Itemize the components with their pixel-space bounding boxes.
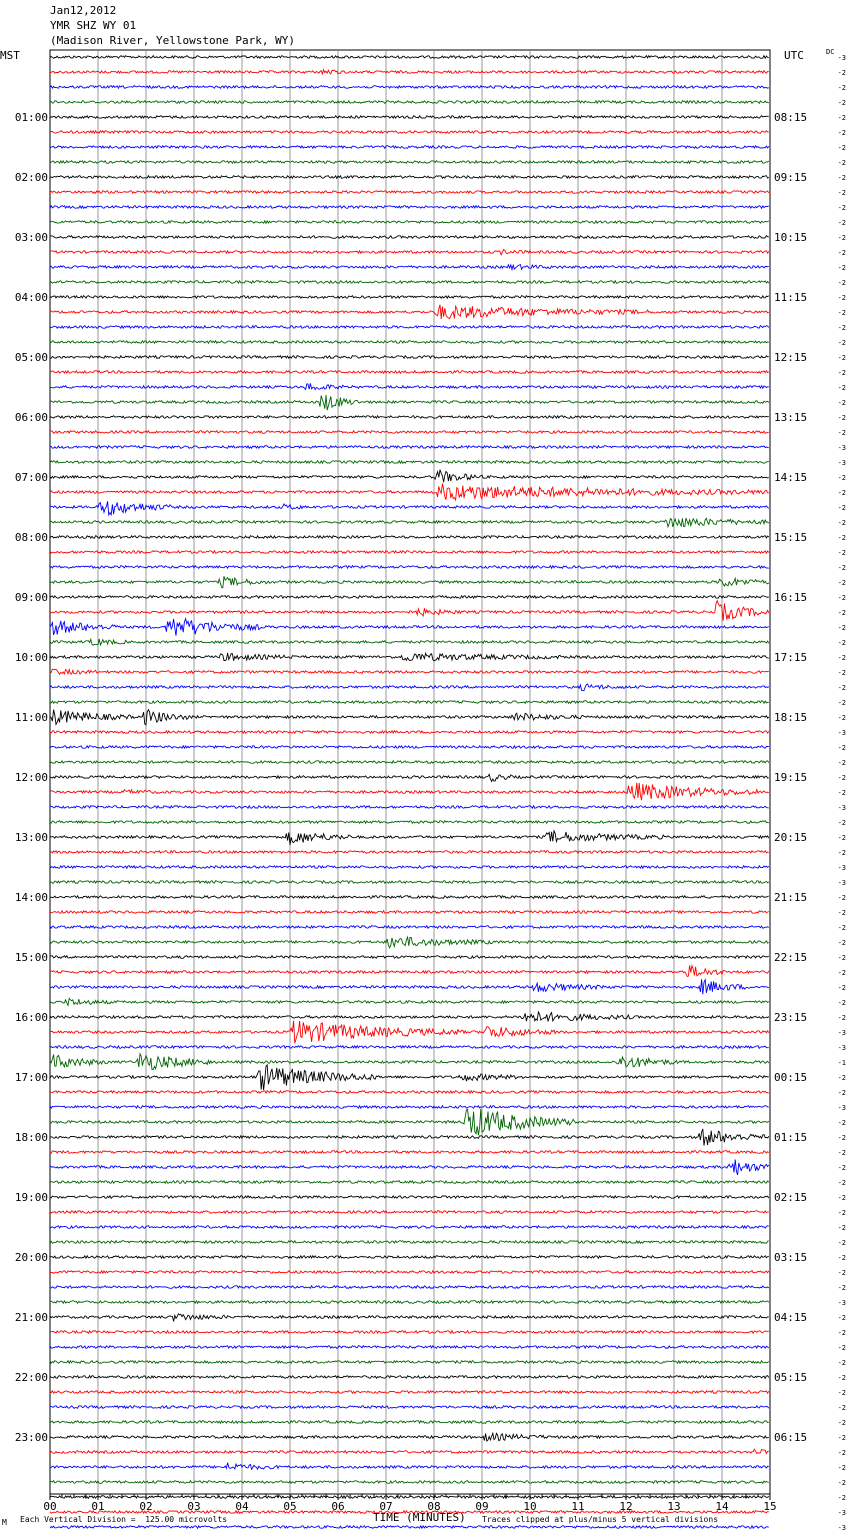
dc-offset-label: -2 [837,1164,846,1172]
trace-row [50,881,769,884]
dc-offset-label: -2 [837,609,846,617]
dc-offset-label: -2 [837,339,846,347]
dc-offset-label: -2 [837,1014,846,1022]
trace-row [50,296,769,299]
dc-offset-label: -2 [837,279,846,287]
dc-offset-label: -2 [837,474,846,482]
trace-row [50,70,769,74]
dc-offset-label: -2 [837,699,846,707]
dc-offset-label: -2 [837,189,846,197]
dc-offset-label: -3 [837,804,846,812]
mst-hour-label: 15:00 [14,951,48,964]
dc-offset-label: -3 [837,54,846,62]
dc-offset-label: -2 [837,549,846,557]
mst-hour-label: 20:00 [14,1251,48,1264]
x-tick-label: 05 [283,1500,297,1513]
trace-row [50,416,769,419]
trace-row [50,1314,769,1322]
dc-offset-label: -2 [837,1479,846,1487]
trace-row [50,116,769,119]
x-axis-title: TIME (MINUTES) [373,1511,466,1524]
dc-offset-label: -2 [837,1494,846,1502]
dc-offset-label: -2 [837,204,846,212]
dc-offset-label: -2 [837,84,846,92]
trace-row [50,783,769,800]
trace-row [50,965,769,976]
trace-row [50,774,769,781]
trace-row [50,731,769,734]
trace-row [50,746,769,749]
trace-row [50,1376,769,1379]
x-tick-label: 09 [475,1500,489,1513]
utc-hour-label: 13:15 [774,411,808,424]
trace-row [50,1226,769,1229]
dc-offset-label: -2 [837,1344,846,1352]
dc-offset-label: -2 [837,774,846,782]
dc-offset-label: -3 [837,444,846,452]
dc-offset-label: -2 [837,654,846,662]
dc-offset-label: -2 [837,354,846,362]
trace-row [50,1481,769,1484]
utc-hour-label: 09:15 [774,171,808,184]
clip-note: Traces clipped at plus/minus 5 vertical divisions [482,1515,719,1524]
trace-row [50,821,769,824]
dc-offset-label: -2 [837,504,846,512]
trace-row [50,619,769,636]
mst-hour-label: 05:00 [14,351,48,364]
trace-row [50,851,769,854]
dc-offset-label: -3 [837,879,846,887]
mst-hour-label: 22:00 [14,1371,48,1384]
mst-hour-label: 10:00 [14,651,48,664]
trace-row [50,236,769,239]
dc-offset-label: -2 [837,399,846,407]
trace-row [50,1406,769,1409]
dc-offset-label: -2 [837,249,846,257]
mst-hour-label: 04:00 [14,291,48,304]
trace-row [50,956,769,959]
dc-offset-label: -2 [837,939,846,947]
dc-offset-label: -2 [837,174,846,182]
mst-hour-label: 23:00 [14,1431,48,1444]
trace-row [50,1012,769,1022]
trace-row [50,446,769,449]
dc-offset-label: -2 [837,1194,846,1202]
trace-row [50,1301,769,1304]
dc-offset-label: -2 [837,294,846,302]
dc-offset-label: -2 [837,1434,846,1442]
dc-offset-label: -2 [837,759,846,767]
x-tick-label: 02 [139,1500,153,1513]
dc-offset-label: -2 [837,819,846,827]
mst-hour-label: 09:00 [14,591,48,604]
utc-hour-label: 11:15 [774,291,808,304]
dc-offset-label: -2 [837,789,846,797]
trace-row [50,371,769,374]
dc-offset-label: -2 [837,1074,846,1082]
dc-offset-label: -2 [837,264,846,272]
trace-row [50,831,769,845]
dc-offset-label: -2 [837,954,846,962]
trace-row [50,896,769,899]
dc-offset-label: -2 [837,429,846,437]
x-tick-label: 11 [571,1500,585,1513]
x-tick-label: 14 [715,1500,729,1513]
utc-hour-label: 16:15 [774,591,808,604]
trace-row [50,1091,769,1094]
mst-hour-label: 08:00 [14,531,48,544]
mst-hour-label: 03:00 [14,231,48,244]
trace-row [50,1046,769,1049]
trace-row [50,341,769,344]
trace-row [50,806,769,809]
dc-offset-label: -2 [837,1314,846,1322]
dc-offset-label: -3 [837,459,846,467]
trace-row [50,639,769,645]
trace-row [50,1463,769,1470]
trace-row [50,265,769,270]
dc-offset-label: -2 [837,1119,846,1127]
trace-row [50,395,769,410]
trace-row [50,1433,769,1441]
trace-row [50,1526,769,1529]
trace-row [50,250,769,255]
dc-offset-label: -2 [837,624,846,632]
dc-offset-label: -2 [837,909,846,917]
trace-row [50,1106,769,1109]
dc-offset-label: -3 [837,1299,846,1307]
utc-hour-label: 05:15 [774,1371,808,1384]
date-label: Jan12,2012 [50,4,117,17]
trace-row [50,326,769,329]
dc-offset-label: -2 [837,219,846,227]
x-tick-label: 07 [379,1500,393,1513]
trace-row [50,86,769,89]
dc-offset-label: -2 [837,414,846,422]
dc-offset-label: -2 [837,519,846,527]
dc-offset-label: -2 [837,1449,846,1457]
trace-row [50,146,769,149]
dc-offset-label: -2 [837,969,846,977]
dc-offset-label: -2 [837,69,846,77]
left-timezone-label: MST [0,49,20,62]
dc-offset-label: -2 [837,669,846,677]
scale-note: Each Vertical Division = 125.00 microvolts [20,1515,228,1524]
trace-row [50,1109,769,1135]
dc-offset-label: -2 [837,564,846,572]
corner-mark: M [2,1518,7,1527]
trace-row [50,1151,769,1154]
trace-row [50,1054,769,1070]
dc-offset-label: -2 [837,534,846,542]
trace-row [50,1271,769,1274]
mst-hour-label: 02:00 [14,171,48,184]
dc-offset-label: -2 [837,1254,846,1262]
dc-offset-label: -2 [837,1374,846,1382]
trace-row [50,101,769,104]
dc-offset-label: -2 [837,1179,846,1187]
mst-hour-label: 12:00 [14,771,48,784]
trace-row [50,653,769,661]
dc-offset-label: -2 [837,1284,846,1292]
utc-hour-label: 10:15 [774,231,808,244]
dc-offset-label: -2 [837,1329,846,1337]
trace-row [50,566,769,569]
dc-offset-label: -3 [837,864,846,872]
trace-row [50,1021,769,1044]
dc-offset-label: -3 [837,1044,846,1052]
trace-row [50,518,769,527]
utc-hour-label: 12:15 [774,351,808,364]
trace-row [50,596,769,599]
dc-offset-label: -2 [837,1419,846,1427]
trace-row [50,206,769,209]
trace-row [50,601,769,621]
utc-hour-label: 22:15 [774,951,808,964]
x-tick-label: 06 [331,1500,345,1513]
trace-row [50,431,769,434]
utc-hour-label: 18:15 [774,711,808,724]
dc-offset-label: -2 [837,594,846,602]
trace-row [50,911,769,914]
utc-hour-label: 17:15 [774,651,808,664]
trace-row [50,866,769,869]
dc-offset-label: -2 [837,489,846,497]
dc-offset-label: -2 [837,1389,846,1397]
dc-offset-label: -2 [837,384,846,392]
dc-offset-label: -2 [837,99,846,107]
dc-offset-label: -2 [837,1464,846,1472]
utc-hour-label: 08:15 [774,111,808,124]
trace-row [50,1241,769,1244]
mst-hour-label: 13:00 [14,831,48,844]
dc-label: DC [826,48,835,56]
mst-hour-label: 06:00 [14,411,48,424]
station-label: YMR SHZ WY 01 [50,19,137,32]
dc-offset-label: -1 [837,1059,846,1067]
utc-hour-label: 21:15 [774,891,808,904]
dc-offset-label: -3 [837,1104,846,1112]
dc-offset-label: -2 [837,234,846,242]
utc-hour-label: 04:15 [774,1311,808,1324]
dc-offset-label: -2 [837,1209,846,1217]
mst-hour-label: 19:00 [14,1191,48,1204]
trace-row [50,1160,769,1176]
trace-row [50,221,769,224]
trace-row [50,1391,769,1394]
trace-row [50,176,769,179]
trace-row [50,1256,769,1259]
mst-hour-label: 07:00 [14,471,48,484]
dc-offset-label: -2 [837,1149,846,1157]
dc-offset-label: -2 [837,1239,846,1247]
dc-offset-label: -2 [837,714,846,722]
dc-offset-label: -2 [837,579,846,587]
trace-row [50,483,769,500]
dc-offset-label: -3 [837,1029,846,1037]
x-tick-label: 13 [667,1500,681,1513]
utc-hour-label: 06:15 [774,1431,808,1444]
mst-hour-label: 14:00 [14,891,48,904]
trace-row [50,1286,769,1289]
x-tick-label: 12 [619,1500,633,1513]
trace-row [50,761,769,764]
dc-offset-label: -2 [837,1404,846,1412]
trace-row [50,305,769,319]
trace-row [50,191,769,194]
trace-row [50,1129,769,1146]
utc-hour-label: 23:15 [774,1011,808,1024]
dc-offset-label: -2 [837,114,846,122]
trace-row [50,684,769,691]
mst-hour-label: 18:00 [14,1131,48,1144]
utc-hour-label: 19:15 [774,771,808,784]
utc-hour-label: 01:15 [774,1131,808,1144]
dc-offset-label: -2 [837,1359,846,1367]
dc-offset-label: -2 [837,894,846,902]
mst-hour-label: 16:00 [14,1011,48,1024]
dc-offset-label: -2 [837,159,846,167]
x-tick-label: 08 [427,1500,441,1513]
dc-offset-label: -2 [837,999,846,1007]
trace-row [50,576,769,588]
trace-row [50,1211,769,1214]
dc-offset-label: -3 [837,1524,846,1532]
dc-offset-label: -2 [837,984,846,992]
dc-offset-label: -2 [837,1224,846,1232]
x-tick-label: 01 [91,1500,105,1513]
trace-row [50,1346,769,1349]
dc-offset-label: -2 [837,744,846,752]
trace-row [50,701,769,704]
trace-row [50,1421,769,1424]
dc-offset-label: -3 [837,1509,846,1517]
trace-row [50,1331,769,1334]
mst-hour-label: 21:00 [14,1311,48,1324]
utc-hour-label: 03:15 [774,1251,808,1264]
trace-row [50,551,769,554]
dc-offset-label: -2 [837,309,846,317]
dc-offset-label: -3 [837,729,846,737]
dc-offset-label: -2 [837,1269,846,1277]
utc-hour-label: 15:15 [774,531,808,544]
trace-row [50,470,769,483]
dc-offset-label: -2 [837,684,846,692]
trace-row [50,710,769,725]
trace-row [50,536,769,539]
trace-row [50,281,769,284]
trace-row [50,979,769,994]
dc-offset-label: -2 [837,834,846,842]
trace-row [50,1181,769,1184]
dc-offset-label: -2 [837,129,846,137]
trace-row [50,161,769,164]
x-tick-label: 00 [43,1500,57,1513]
trace-row [50,1449,769,1453]
trace-row [50,926,769,929]
utc-hour-label: 00:15 [774,1071,808,1084]
trace-row [50,383,769,389]
x-tick-label: 04 [235,1500,249,1513]
dc-offset-label: -2 [837,369,846,377]
dc-offset-label: -2 [837,144,846,152]
utc-hour-label: 14:15 [774,471,808,484]
trace-row [50,56,769,59]
trace-row [50,998,769,1005]
utc-hour-label: 02:15 [774,1191,808,1204]
dc-offset-label: -2 [837,1089,846,1097]
trace-row [50,356,769,359]
trace-row [50,131,769,134]
trace-row [50,669,769,674]
mst-hour-label: 17:00 [14,1071,48,1084]
mst-hour-label: 01:00 [14,111,48,124]
trace-row [50,1361,769,1364]
dc-offset-label: -2 [837,324,846,332]
trace-row [50,461,769,464]
x-tick-label: 03 [187,1500,201,1513]
right-timezone-label: UTC [784,49,804,62]
trace-row [50,1065,769,1090]
trace-row [50,1196,769,1199]
dc-offset-label: -2 [837,924,846,932]
x-tick-label: 15 [763,1500,777,1513]
utc-hour-label: 20:15 [774,831,808,844]
x-tick-label: 10 [523,1500,537,1513]
trace-row [50,937,769,948]
dc-offset-label: -2 [837,1134,846,1142]
dc-offset-label: -2 [837,639,846,647]
mst-hour-label: 11:00 [14,711,48,724]
trace-row [50,501,769,515]
dc-offset-label: -2 [837,849,846,857]
location-label: (Madison River, Yellowstone Park, WY) [50,34,296,47]
